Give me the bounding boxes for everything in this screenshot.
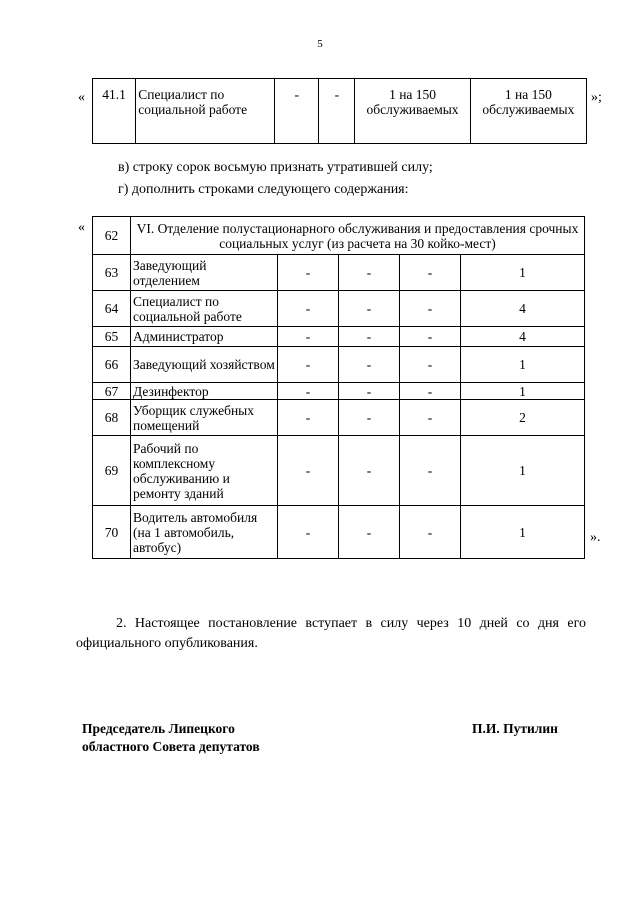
- row-value: 4: [461, 291, 585, 327]
- table-row: [93, 79, 587, 144]
- row-name: Специалист по социальной работе: [131, 291, 278, 327]
- row-cell: -: [339, 436, 400, 506]
- row-value: 1: [461, 347, 585, 383]
- row-cell: -: [400, 506, 461, 559]
- row-cell: 1 на 150 обслуживаемых: [470, 79, 586, 144]
- row-number: 41.1: [93, 79, 136, 144]
- row-number: 65: [93, 327, 131, 347]
- row-cell: -: [400, 347, 461, 383]
- row-value: 1: [461, 383, 585, 400]
- close-quote-2: ».: [590, 530, 601, 545]
- amendment-table-2: [92, 216, 585, 559]
- table-row: [93, 255, 585, 291]
- row-cell: -: [278, 383, 339, 400]
- row-value: 2: [461, 400, 585, 436]
- row-cell: -: [400, 255, 461, 291]
- signature-title-line2: областного Совета депутатов: [82, 739, 260, 754]
- row-cell: -: [278, 255, 339, 291]
- line-v: в) строку сорок восьмую признать утратившей силу;: [118, 160, 433, 175]
- row-cell: -: [278, 327, 339, 347]
- table-row: [93, 327, 585, 347]
- row-cell: -: [278, 400, 339, 436]
- row-value: 1: [461, 255, 585, 291]
- row-cell: -: [339, 291, 400, 327]
- row-cell: -: [278, 347, 339, 383]
- row-name: Рабочий по комплексному обслуживанию и ремонту зданий: [131, 436, 278, 506]
- row-cell: -: [319, 79, 355, 144]
- row-number: 66: [93, 347, 131, 383]
- amendment-table-1: [92, 78, 587, 144]
- section-number: 62: [93, 217, 131, 255]
- row-name: Администратор: [131, 327, 278, 347]
- row-number: 68: [93, 400, 131, 436]
- row-cell: -: [275, 79, 319, 144]
- open-quote-2: «: [78, 220, 85, 235]
- row-cell: -: [278, 291, 339, 327]
- line-g: г) дополнить строками следующего содержания:: [118, 182, 409, 197]
- row-cell: -: [400, 400, 461, 436]
- row-name: Дезинфектор: [131, 383, 278, 400]
- row-name: Специалист по социальной работе: [136, 79, 275, 144]
- row-cell: -: [278, 436, 339, 506]
- row-number: 70: [93, 506, 131, 559]
- row-number: 63: [93, 255, 131, 291]
- close-quote-1: »;: [591, 90, 602, 105]
- table-row: [93, 347, 585, 383]
- row-cell: -: [339, 383, 400, 400]
- page-number: 5: [317, 38, 323, 50]
- table-row: [93, 400, 585, 436]
- row-number: 69: [93, 436, 131, 506]
- row-cell: -: [400, 291, 461, 327]
- row-name: Заведующий хозяйством: [131, 347, 278, 383]
- row-name: Уборщик служебных помещений: [131, 400, 278, 436]
- row-value: 4: [461, 327, 585, 347]
- row-cell: -: [278, 506, 339, 559]
- row-cell: -: [400, 436, 461, 506]
- signature-name: П.И. Путилин: [472, 721, 558, 736]
- row-cell: 1 на 150 обслуживаемых: [355, 79, 470, 144]
- table-row: [93, 436, 585, 506]
- table-row: [93, 506, 585, 559]
- open-quote-1: «: [78, 90, 85, 105]
- signature-title-line1: Председатель Липецкого: [82, 721, 235, 736]
- section-row: [93, 217, 585, 255]
- row-cell: -: [400, 327, 461, 347]
- row-number: 64: [93, 291, 131, 327]
- row-name: Водитель автомобиля (на 1 автомобиль, автобус): [131, 506, 278, 559]
- section-title: VI. Отделение полустационарного обслуживания и предоставления срочных социальных услуг (из расчета на 30 койко-мест): [131, 217, 585, 255]
- row-cell: -: [339, 327, 400, 347]
- row-number: 67: [93, 383, 131, 400]
- row-name: Заведующий отделением: [131, 255, 278, 291]
- row-cell: -: [339, 506, 400, 559]
- table-row: [93, 291, 585, 327]
- row-value: 1: [461, 436, 585, 506]
- row-cell: -: [339, 255, 400, 291]
- paragraph-2: 2. Настоящее постановление вступает в силу через 10 дней со дня его официального опубликования.: [76, 616, 586, 651]
- table-row: [93, 383, 585, 400]
- row-cell: -: [339, 400, 400, 436]
- row-value: 1: [461, 506, 585, 559]
- row-cell: -: [339, 347, 400, 383]
- row-cell: -: [400, 383, 461, 400]
